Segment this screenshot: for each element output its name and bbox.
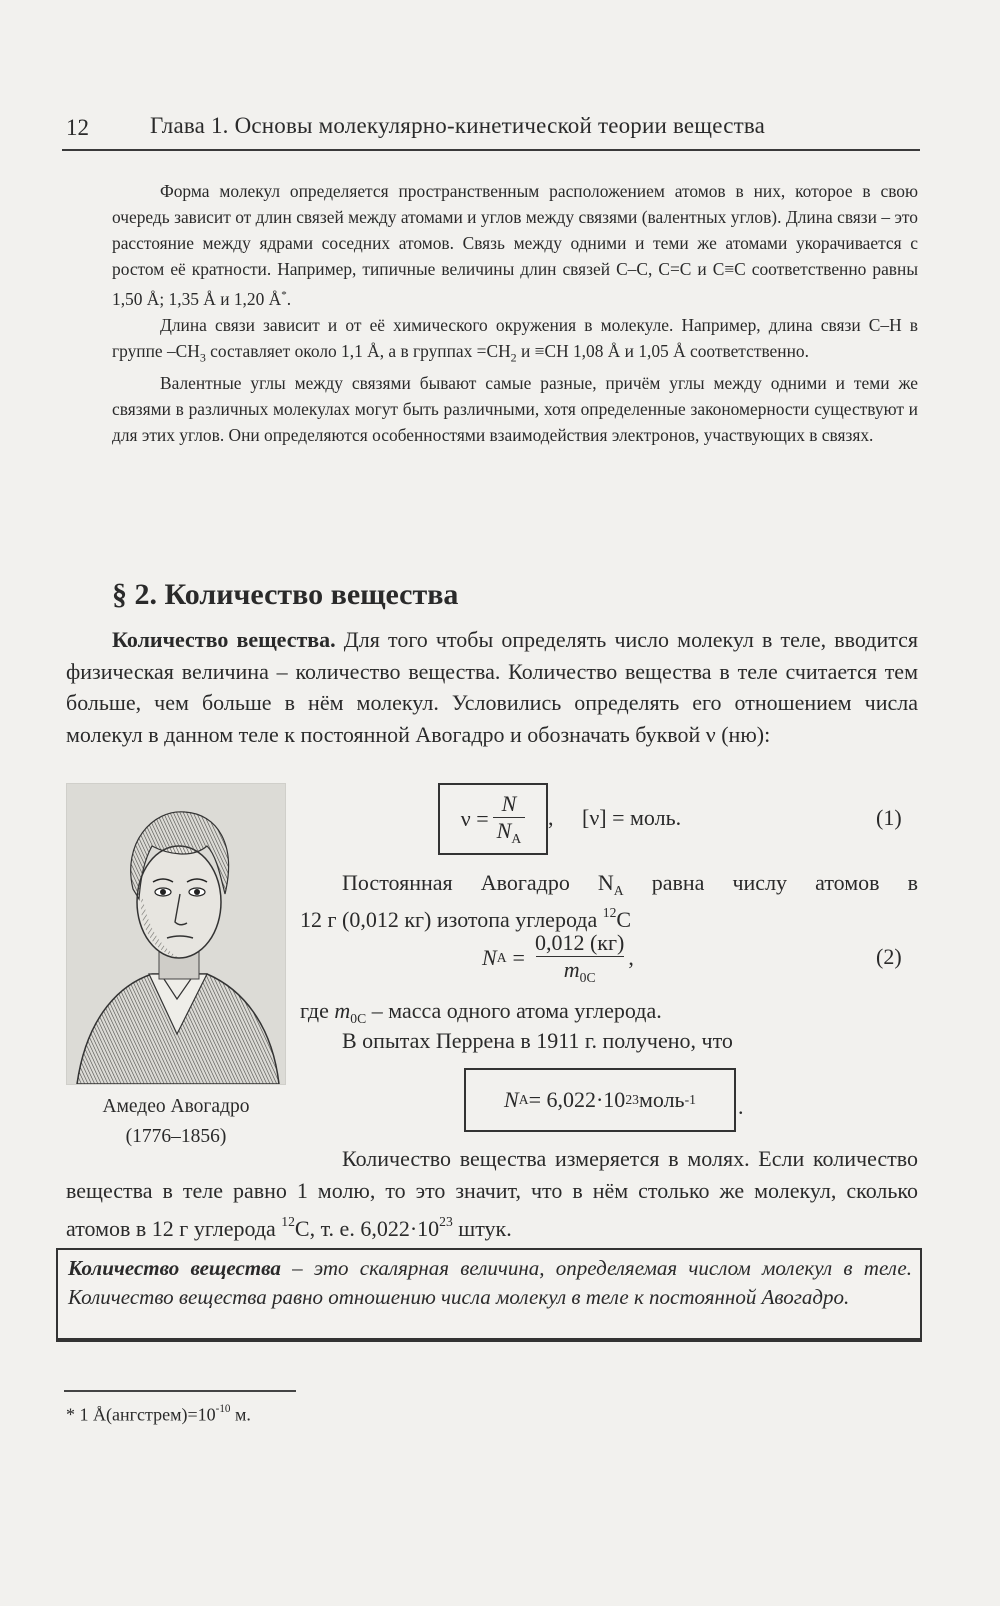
header-rule [62,149,920,151]
avogadro-portrait [66,783,286,1085]
mole-paragraph: Количество вещества измеряется в молях. Если количество вещества в теле равно 1 молю, то это значит, что в нём столько же молекул, сколько атомов в 12 г углерода $^{12}$С, т. е. $6,022\cdot 10^{23}$ штук. [66,1146,918,1242]
section-lead-paragraph: Количество вещества. Для того чтобы определять число молекул в теле, вводится физическая величина – количество вещества. Количество вещества в теле считается тем больше, чем больше в нём молекул. Условились определять его отношением числа молекул в данном теле к постоянной Авогадро и обозначать буквой ν (ню): [66,627,918,747]
lead-bold-term: Количество вещества. [112,627,336,652]
intro-text [112,178,918,448]
definition-term: Количество вещества [68,1256,281,1280]
formula-2-label: (2) [876,944,902,969]
formula-1-box: ν = $\frac{N}{N_A}$ [438,783,548,855]
formula-3-box: N A = 6,022·10 23 моль -1 [464,1068,736,1132]
formula-2: N A = $\frac{0,012 (кг)}{m_{0C}}$ , [482,930,634,985]
formula-1-unit: [ν] = моль. [582,805,682,830]
running-title: Глава 1. Основы молекулярно-кинетической теории вещества [150,113,766,138]
footnote: * 1 $Å(ангстрем)=10^{-10}$ м. [66,1403,251,1425]
avogadro-definition-line-1: Постоянная Авогадро $N_A$ равна числу атомов в [342,870,918,898]
formula-3-dot: . [738,1094,744,1119]
section-title: § 2. Количество вещества [112,578,459,611]
avogadro-definition-line-2: 12 г (0,012 кг) изотопа углерода $^{12}$С [300,905,632,933]
intro-paragraph-3: Валентные углы между связями бывают самые разные, причём углы между одними и теми же связями в различных молекулах могут быть различными, хотя определенные закономерности существуют и для этих углов. Они определяются особенностями взаимодействия электронов, участвующих в связях. [112,373,918,446]
footnote-rule [64,1390,296,1392]
caption-years: (1776–1856) [125,1126,227,1147]
intro-paragraph-1: Форма молекул определяется пространственным расположением атомов в них, которое в свою очередь зависит от длин связей между атомами и углов между связями (валентных углов). Длина связи – это расстояние между ядрами соседних атомов. Связь между одними и теми же атомами укорачивается с ростом её кратности. Например, типичные величины длин связей С–С, С=С и С≡С соответственно равны 1,50 Å; 1,35 Å и 1,20 Å*. [112,181,918,309]
definition-box: Количество вещества – это скалярная величина, определяемая числом молекул в теле. Количество вещества равно отношению числа молекул в теле к постоянной Авогадро. [56,1248,922,1342]
perrin-text: В опытах Перрена в 1911 г. получено, что [342,1028,733,1053]
formula-1-label: (1) [876,805,902,830]
caption-name: Амедео Авогадро [102,1096,250,1117]
where-text: где $m_{0C}$ – масса одного атома углерода. [300,998,662,1026]
intro-paragraph-2: Длина связи зависит и от её химического окружения в молекуле. Например, длина связи С–Н в группе $-СН_3$ составляет около 1,1 Å, а в группах $=СН_2$ и ≡СН 1,08 Å и 1,05 Å соответственно. [112,314,918,365]
formula-1-comma: , [548,805,554,830]
page-number: 12 [66,115,89,140]
